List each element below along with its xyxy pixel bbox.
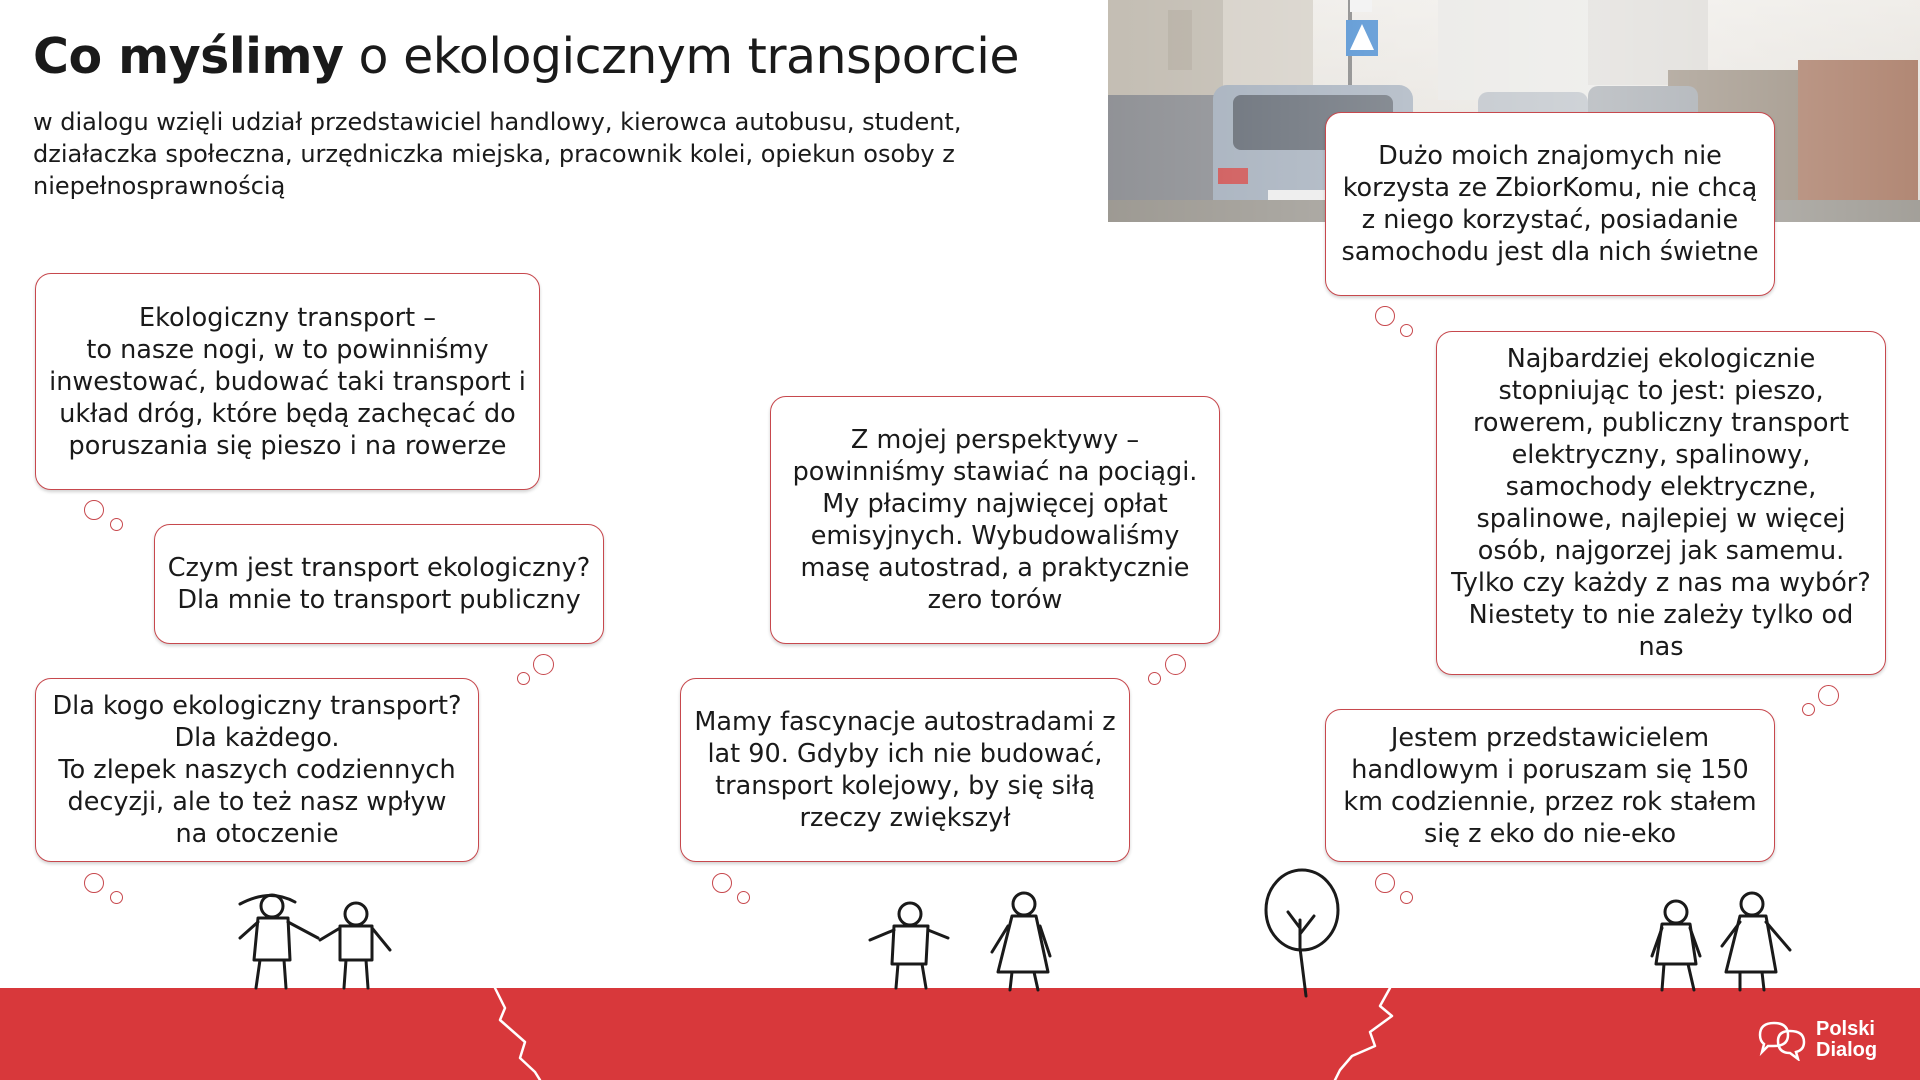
logo-text [1816,1019,1877,1061]
speech-bubbles-icon [1756,1019,1808,1061]
quote-text: Czym jest transport ekologiczny? Dla mnie to transport publiczny [167,553,591,615]
quote-bubble-8 [1325,709,1775,862]
quote-bubble-4 [770,396,1220,644]
person-icon [320,903,390,988]
quote-text: Mamy fascynacje autostradami z lat 90. Gdyby ich nie budować, transport kolejowy, by się siłą rzeczy zwiększył [694,707,1116,833]
quote-text: Ekologiczny transport – to nasze nogi, w to powinniśmy inwestować, budować taki transport i układ dróg, które będą zachęcać do poruszania się pieszo i na rowerze [49,302,526,461]
quote-bubble-2 [154,524,604,644]
bubble-tail-dot [533,654,554,675]
quote-bubble-7 [1436,331,1886,675]
bubble-tail-dot [1165,654,1186,675]
page-title [33,28,1019,85]
quote-text: Dużo moich znajomych nie korzysta ze ZbiorKomu, nie chcą z niego korzystać, posiadanie samochodu jest dla nich świetne [1341,141,1759,267]
bubble-tail-dot [1148,672,1161,685]
bubble-tail-dot [1400,324,1413,337]
bubble-tail-dot [1375,306,1395,326]
quote-text: Z mojej perspektywy – powinniśmy stawiać na pociągi. My płacimy najwięcej opłat emisyjnych. Wybudowaliśmy masę autostrad, a praktycznie zero torów [792,425,1198,615]
person-icon [1652,901,1700,990]
tree-icon [1266,870,1338,996]
bubble-tail-dot [110,518,123,531]
logo-line-1: Polski [1816,1018,1875,1040]
person-icon [1722,893,1790,990]
title-rest: o ekologicznym transporcie [358,28,1019,85]
quote-bubble-1 [35,273,540,490]
person-icon [870,903,948,988]
title-bold: Co myślimy [33,28,344,85]
quote-bubble-3 [35,678,479,862]
quote-text: Dla kogo ekologiczny transport? Dla każdego. To zlepek naszych codziennych decyzji, ale to też nasz wpływ na otoczenie [52,691,462,849]
quote-bubble-5 [680,678,1130,862]
ground-crack [495,988,1392,1080]
polski-dialog-logo [1756,1014,1906,1066]
quote-text: Najbardziej ekologicznie stopniując to jest: pieszo, rowerem, publiczny transport elektryczny, spalinowy, samochody elektryczne, spalinowe, najlepiej w więcej osób, najgorzej jak samemu. Tylko czy każdy z nas ma wybór? Niestety to nie zależy tylko od nas [1451,344,1871,662]
subtitle: w dialogu wzięli udział przedstawiciel handlowy, kierowca autobusu, student, działaczka społeczna, urzędniczka miejska, pracownik kolei, opiekun osoby z niepełnosprawnością [33,108,962,200]
bubble-tail-dot [84,500,104,520]
logo-line-2: Dialog [1816,1039,1878,1061]
bubble-tail-dot [1818,685,1839,706]
bubble-tail-dot [517,672,530,685]
quote-bubble-6 [1325,112,1775,296]
quote-text: Jestem przedstawicielem handlowym i poruszam się 150 km codziennie, przez rok stałem się z eko do nie-eko [1343,722,1757,849]
illustration-scene [0,860,1920,1080]
person-icon [240,895,318,988]
person-icon [992,893,1050,990]
bubble-tail-dot [1802,703,1815,716]
